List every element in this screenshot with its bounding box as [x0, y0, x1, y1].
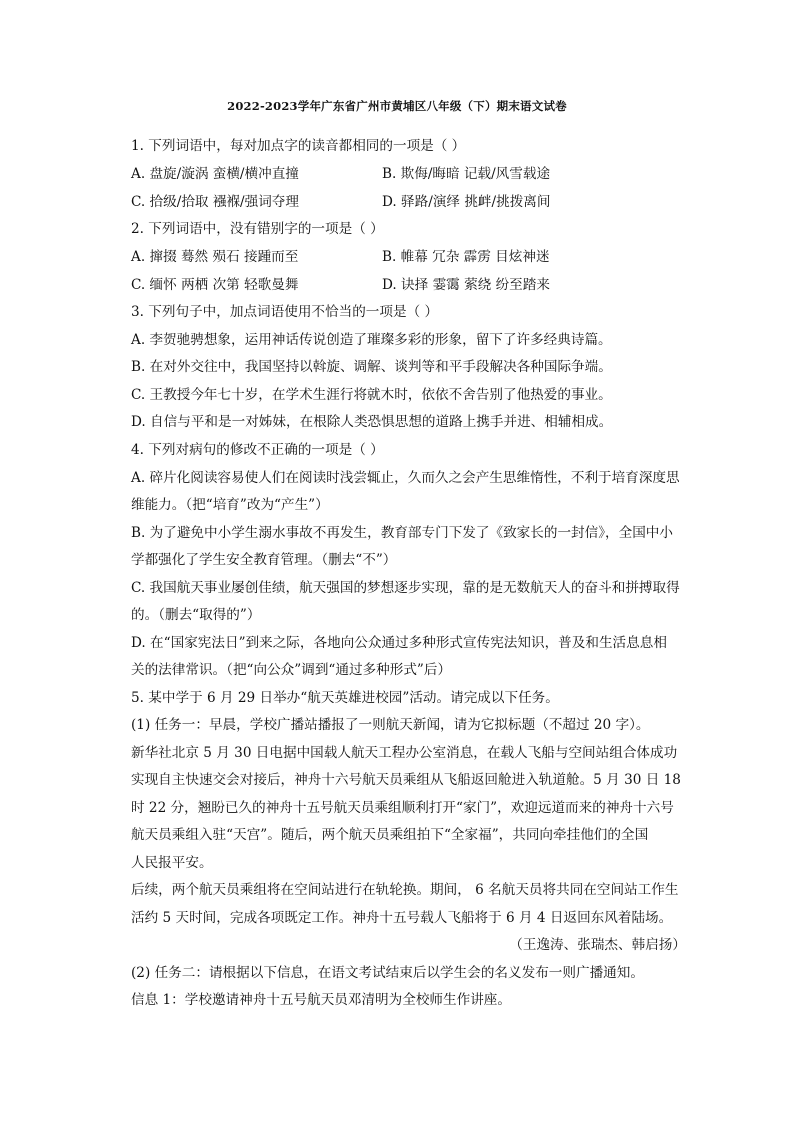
- news-authors: （王逸涛、张瑞杰、韩启扬）: [509, 937, 686, 953]
- q2-option-d: D. 诀择 霎霭 萦绕 纷至踏来: [382, 277, 550, 293]
- q4-option-d-line1: D. 在“国家宪法日”到来之际，各地向公众通过多种形式宣传宪法知识，普及和生活息息相: [131, 635, 667, 651]
- q2-option-a: A. 撺掇 蓦然 殒石 接踵而至: [131, 249, 299, 265]
- q4-option-b-line1: B. 为了避免中小学生溺水事故不再发生，教育部专门下发了《致家长的一封信》，全国中小: [131, 525, 673, 541]
- q2-stem: 2. 下列词语中，没有错别字的一项是（ ）: [131, 221, 384, 237]
- q4-option-a-line2: 维能力。（把“培育”改为“产生”）: [131, 497, 329, 513]
- q1-stem: 1. 下列词语中，每对加点字的读音都相同的一项是（ ）: [131, 138, 466, 154]
- news-paragraph-line6: 后续，两个航天员乘组将在空间站进行在轨轮换。期间， 6 名航天员将共同在空间站工作生: [131, 882, 679, 898]
- news-paragraph-line5: 人民报平安。: [131, 855, 213, 871]
- q4-option-c-line1: C. 我国航天事业屡创佳绩，航天强国的梦想逐步实现，靠的是无数航天人的奋斗和拼搏取得: [131, 580, 680, 596]
- q1-option-c: C. 拾级/拾取 襁褓/强词夺理: [131, 194, 299, 210]
- q4-stem: 4. 下列对病句的修改不正确的一项是（ ）: [131, 442, 384, 458]
- q3-option-c: C. 王教授今年七十岁，在学术生涯行将就木时，依依不舍告别了他热爱的事业。: [131, 387, 612, 403]
- exam-title: 2022-2023学年广东省广州市黄埔区八年级（下）期末语文试卷: [227, 99, 567, 113]
- q4-option-c-line2: 的。（删去“取得的”）: [131, 607, 261, 623]
- q4-option-b-line2: 学都强化了学生安全教育管理。（删去“不”）: [131, 552, 397, 568]
- q4-option-d-line2: 关的法律常识。（把“向公众”调到“通过多种形式”后）: [131, 662, 452, 678]
- q5-task2: (2) 任务二：请根据以下信息，在语文考试结束后以学生会的名义发布一则广播通知。: [131, 965, 644, 981]
- q5-stem: 5. 某中学于 6 月 29 日举办“航天英雄进校园”活动。请完成以下任务。: [131, 690, 559, 706]
- news-paragraph-line1: 新华社北京 5 月 30 日电据中国载人航天工程办公室消息，在载人飞船与空间站组合体成功: [131, 745, 678, 761]
- q2-option-b: B. 帷幕 冗杂 霹雳 目炫神迷: [382, 249, 550, 265]
- q5-task1: (1) 任务一：早晨，学校广播站播报了一则航天新闻，请为它拟标题（不超过 20 字）。: [131, 717, 650, 733]
- q3-option-d: D. 自信与平和是一对姊妹，在根除人类恐惧思想的道路上携手并进、相辅相成。: [131, 414, 613, 430]
- news-paragraph-line2: 实现自主快速交会对接后，神舟十六号航天员乘组从飞船返回舱进入轨道舱。5 月 30 日 18: [131, 772, 681, 788]
- q3-option-a: A. 李贺驰骋想象，运用神话传说创造了璀璨多彩的形象，留下了许多经典诗篇。: [131, 332, 612, 348]
- news-paragraph-line4: 航天员乘组入驻“天宫”。随后，两个航天员乘组拍下“全家福”，共同向牵挂他们的全国: [131, 827, 649, 843]
- q4-option-a-line1: A. 碎片化阅读容易使人们在阅读时浅尝辄止，久而久之会产生思维惰性，不利于培育深度思: [131, 470, 680, 486]
- q1-option-d: D. 驿路/演绎 挑衅/挑拨离间: [382, 194, 551, 210]
- q2-option-c: C. 缅怀 两栖 次第 轻歌曼舞: [131, 277, 299, 293]
- q5-info1: 信息 1：学校邀请神舟十五号航天员邓清明为全校师生作讲座。: [131, 992, 511, 1008]
- q3-stem: 3. 下列句子中，加点词语使用不恰当的一项是（ ）: [131, 304, 439, 320]
- news-paragraph-line7: 活约 5 天时间，完成各项既定工作。神舟十五号载人飞船将于 6 月 4 日返回东风着陆场。: [131, 910, 673, 926]
- q3-option-b: B. 在对外交往中，我国坚持以斡旋、调解、谈判等和平手段解决各种国际争端。: [131, 359, 612, 375]
- q1-option-a: A. 盘旋/漩涡 蛮横/横冲直撞: [131, 166, 299, 182]
- news-paragraph-line3: 时 22 分，翘盼已久的神舟十五号航天员乘组顺利打开“家门”，欢迎远道而来的神舟十六号: [131, 800, 674, 816]
- q1-option-b: B. 欺侮/晦暗 记载/风雪载途: [382, 166, 551, 182]
